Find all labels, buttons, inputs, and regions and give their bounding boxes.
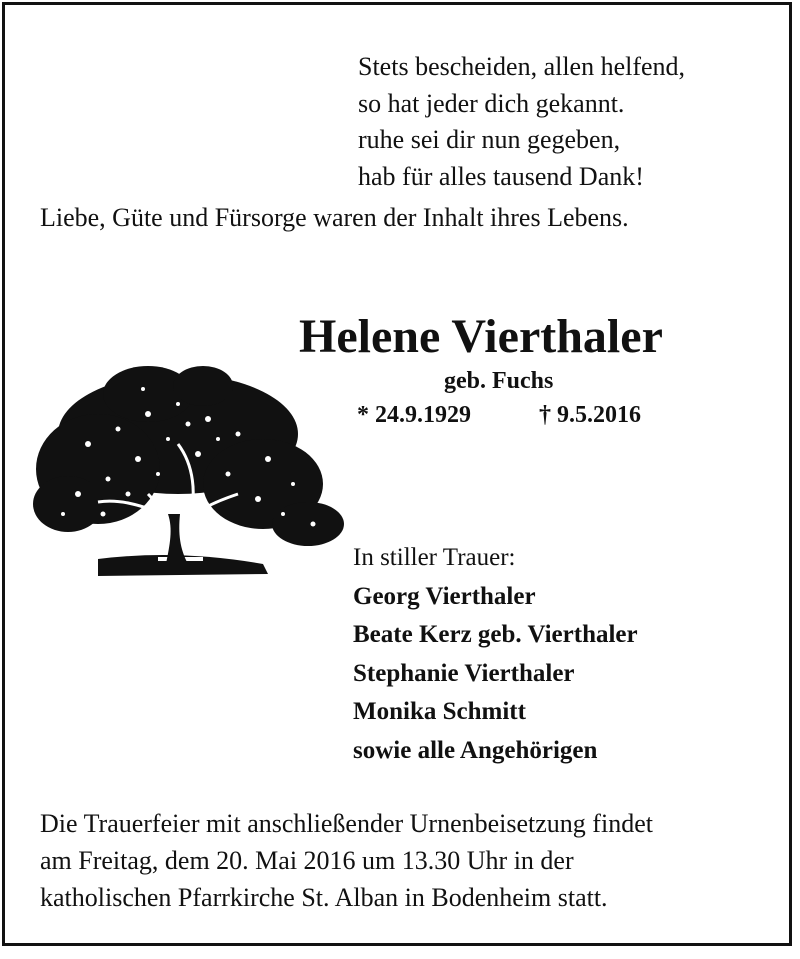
death-date: † 9.5.2016 [539,402,641,428]
tree-icon [28,364,346,580]
motto: Liebe, Güte und Fürsorge waren der Inhalt ihres Lebens. [40,203,629,232]
funeral-details [40,805,653,916]
mourner-name: Stephanie Vierthaler [353,659,575,687]
mourners [353,539,638,770]
maiden-name: geb. Fuchs [444,368,554,394]
birth-date: * 24.9.1929 [357,402,471,428]
poem-line: ruhe sei dir nun gegeben, [358,125,621,154]
deceased-name: Helene Vierthaler [299,310,663,363]
funeral-line: Die Trauerfeier mit anschließender Urnenbeisetzung findet [40,809,653,838]
poem-line: Stets bescheiden, allen helfend, [358,52,686,81]
poem-line: so hat jeder dich gekannt. [358,88,625,118]
funeral-line: am Freitag, dem 20. Mai 2016 um 13.30 Uhr in der [40,846,574,875]
funeral-line: katholischen Pfarrkirche St. Alban in Bodenheim statt. [40,883,608,912]
mourner-name: Monika Schmitt [353,698,526,725]
mourner-name: Beate Kerz geb. Vierthaler [353,621,638,648]
mourner-name: sowie alle Angehörigen [353,736,598,764]
mourner-name: Georg Vierthaler [353,582,536,610]
poem [358,49,685,195]
mourners-intro: In stiller Trauer: [353,544,516,571]
poem-line: hab für alles tausend Dank! [358,161,644,191]
